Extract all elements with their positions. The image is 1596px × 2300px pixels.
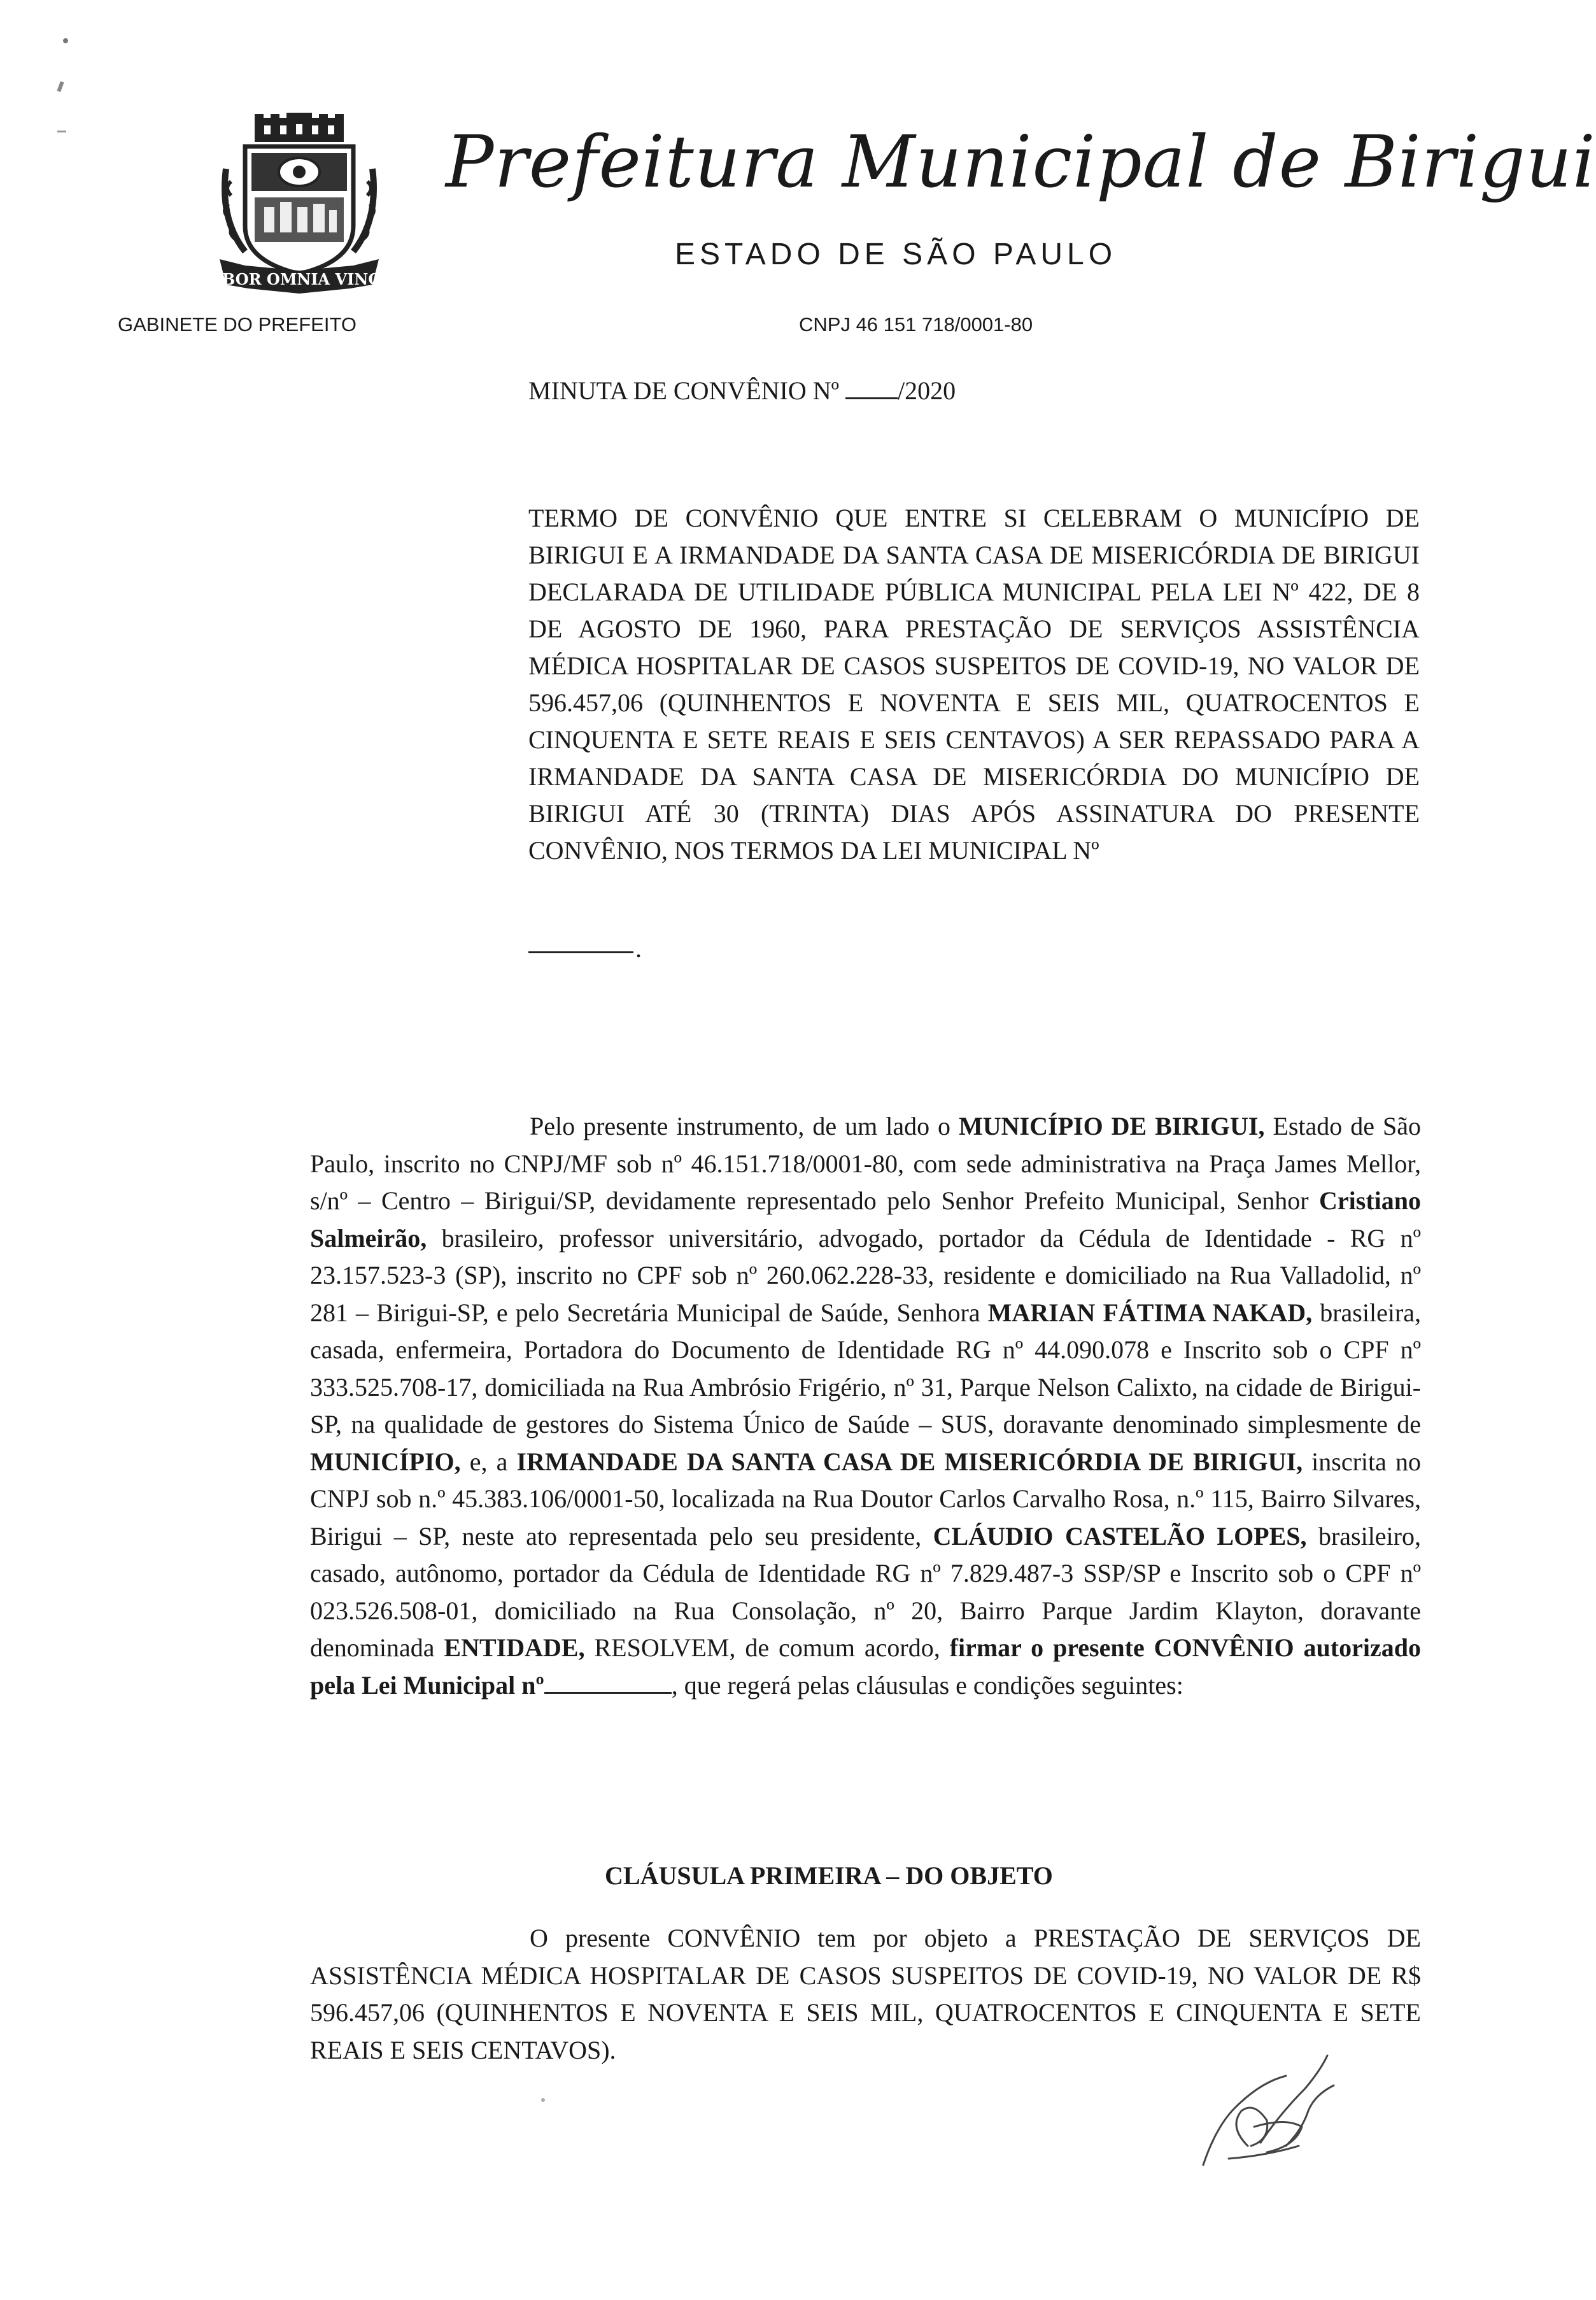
preamble-bold-president: CLÁUDIO CASTELÃO LOPES, <box>933 1521 1307 1551</box>
preamble-paragraph <box>310 1108 1421 1704</box>
law-number-blank-preamble <box>544 1673 672 1694</box>
draft-title-suffix: /2020 <box>898 376 956 405</box>
coat-of-arms-icon <box>199 118 399 302</box>
preamble-bold-entidade: ENTIDADE, <box>444 1633 585 1662</box>
preamble-bold-municipality: MUNICÍPIO DE BIRIGUI, <box>959 1112 1265 1140</box>
scan-artifact <box>57 131 66 132</box>
preamble-bold-health-secretary: MARIAN FÁTIMA NAKAD, <box>987 1298 1313 1327</box>
scan-artifact <box>57 81 64 92</box>
clause-one-text: O presente CONVÊNIO tem por objeto a PRESTAÇÃO DE SERVIÇOS DE ASSISTÊNCIA MÉDICA HOSPITALAR DE CASOS SUSPEITOS DE COVID-19, NO VALOR DE R$ 596.457,06 (QUINHENTOS E NOVENTA E SEIS MIL, QUATROCENTOS E CINQUENTA E SETE REAIS E SEIS CENTAVOS). <box>310 1924 1421 2064</box>
preamble-text: brasileiro, casado, autônomo, portador da Cédula de Identidade RG nº 7.829.487-3 SSP/SP e Inscrito sob o CPF nº 023.526.508-01, domiciliado na Rua Consolação, nº 20, Bairro Parque Jardim Klayton, doravante denominada <box>310 1521 1421 1662</box>
cnpj-header: CNPJ 46 151 718/0001-80 <box>799 313 1033 336</box>
agreement-summary: TERMO DE CONVÊNIO QUE ENTRE SI CELEBRAM O MUNICÍPIO DE BIRIGUI E A IRMANDADE DA SANTA CASA DE MISERICÓRDIA DE BIRIGUI DECLARADA DE UTILIDADE PÚBLICA MUNICIPAL PELA LEI Nº 422, DE 8 DE AGOSTO DE 1960, PARA PRESTAÇÃO DE SERVIÇOS ASSISTÊNCIA MÉDICA HOSPITALAR DE CASOS SUSPEITOS DE COVID-19, NO VALOR DE 596.457,06 (QUINHENTOS E NOVENTA E SEIS MIL, QUATROCENTOS E CINQUENTA E SETE REAIS E SEIS CENTAVOS) A SER REPASSADO PARA A IRMANDADE DA SANTA CASA DE MISERICÓRDIA DO MUNICÍPIO DE BIRIGUI ATÉ 30 (TRINTA) DIAS APÓS ASSINATURA DO PRESENTE CONVÊNIO, NOS TERMOS DA LEI MUNICIPAL Nº <box>528 504 1420 865</box>
institution-title: Prefeitura Municipal de Birigui <box>446 121 1596 204</box>
law-number-blank <box>528 951 633 953</box>
scan-artifact <box>63 38 68 43</box>
preamble-text: Estado de São Paulo, inscrito no CNPJ/MF sob nº 46.151.718/0001-80, com sede administrativa na Praça James Mellor, s/nº – Centro – Birigui/SP, devidamente representado pelo Senhor Prefeito Municipal, Senhor <box>310 1112 1421 1215</box>
preamble-text: RESOLVEM, de comum acordo, <box>584 1633 950 1662</box>
handwritten-signature-icon <box>1190 2050 1343 2171</box>
state-name: ESTADO DE SÃO PAULO <box>675 238 1117 271</box>
preamble-text: brasileira, casada, enfermeira, Portadora do Documento de Identidade RG nº 44.090.078 e Inscrito sob o CPF nº 333.525.708-17, domiciliada na Rua Ambrósio Frigério, nº 31, Parque Nelson Calixto, na cidade de Birigui-SP, na qualidade de gestores do Sistema Único de Saúde – SUS, doravante denominado simplesmente de <box>310 1298 1422 1438</box>
draft-title <box>528 374 1101 408</box>
clause-one-body <box>310 1920 1421 2069</box>
preamble-text: brasileiro, professor universitário, advogado, portador da Cédula de Identidade - RG nº 23.157.523-3 (SP), inscrito no CPF sob nº 260.062.228-33, residente e domiciliado na Rua Valladolid, nº 281 – Birigui-SP, e pelo Secretária Municipal de Saúde, Senhora <box>310 1223 1421 1327</box>
clause-one-heading: CLÁUSULA PRIMEIRA – DO OBJETO <box>605 1861 1053 1890</box>
preamble-text: inscrita no CNPJ sob n.º 45.383.106/0001-50, localizada na Rua Doutor Carlos Carvalho Rosa, n.º 115, Bairro Silvares, Birigui – SP, neste ato representada pelo seu presidente, <box>310 1447 1421 1551</box>
draft-number-blank <box>845 378 898 399</box>
scan-artifact <box>541 2098 545 2102</box>
preamble-bold-mayor: Cristiano Salmeirão, <box>310 1186 1421 1253</box>
preamble-text: , que regerá pelas cláusulas e condições seguintes: <box>671 1670 1183 1700</box>
preamble-bold-municipio: MUNICÍPIO, <box>310 1447 461 1476</box>
law-number-blank-end: . <box>635 934 642 963</box>
coat-of-arms-motto: LABOR OMNIA VINCIT <box>199 270 399 288</box>
preamble-text: Pelo presente instrumento, de um lado o <box>530 1112 959 1140</box>
preamble-bold-authorization: firmar o presente CONVÊNIO autorizado pela Lei Municipal nº <box>310 1633 1421 1700</box>
preamble-bold-entity: IRMANDADE DA SANTA CASA DE MISERICÓRDIA DE BIRIGUI, <box>516 1447 1303 1476</box>
preamble-text: e, a <box>460 1447 517 1476</box>
draft-title-prefix: MINUTA DE CONVÊNIO Nº <box>528 376 846 405</box>
office-name: GABINETE DO PREFEITO <box>118 313 357 336</box>
